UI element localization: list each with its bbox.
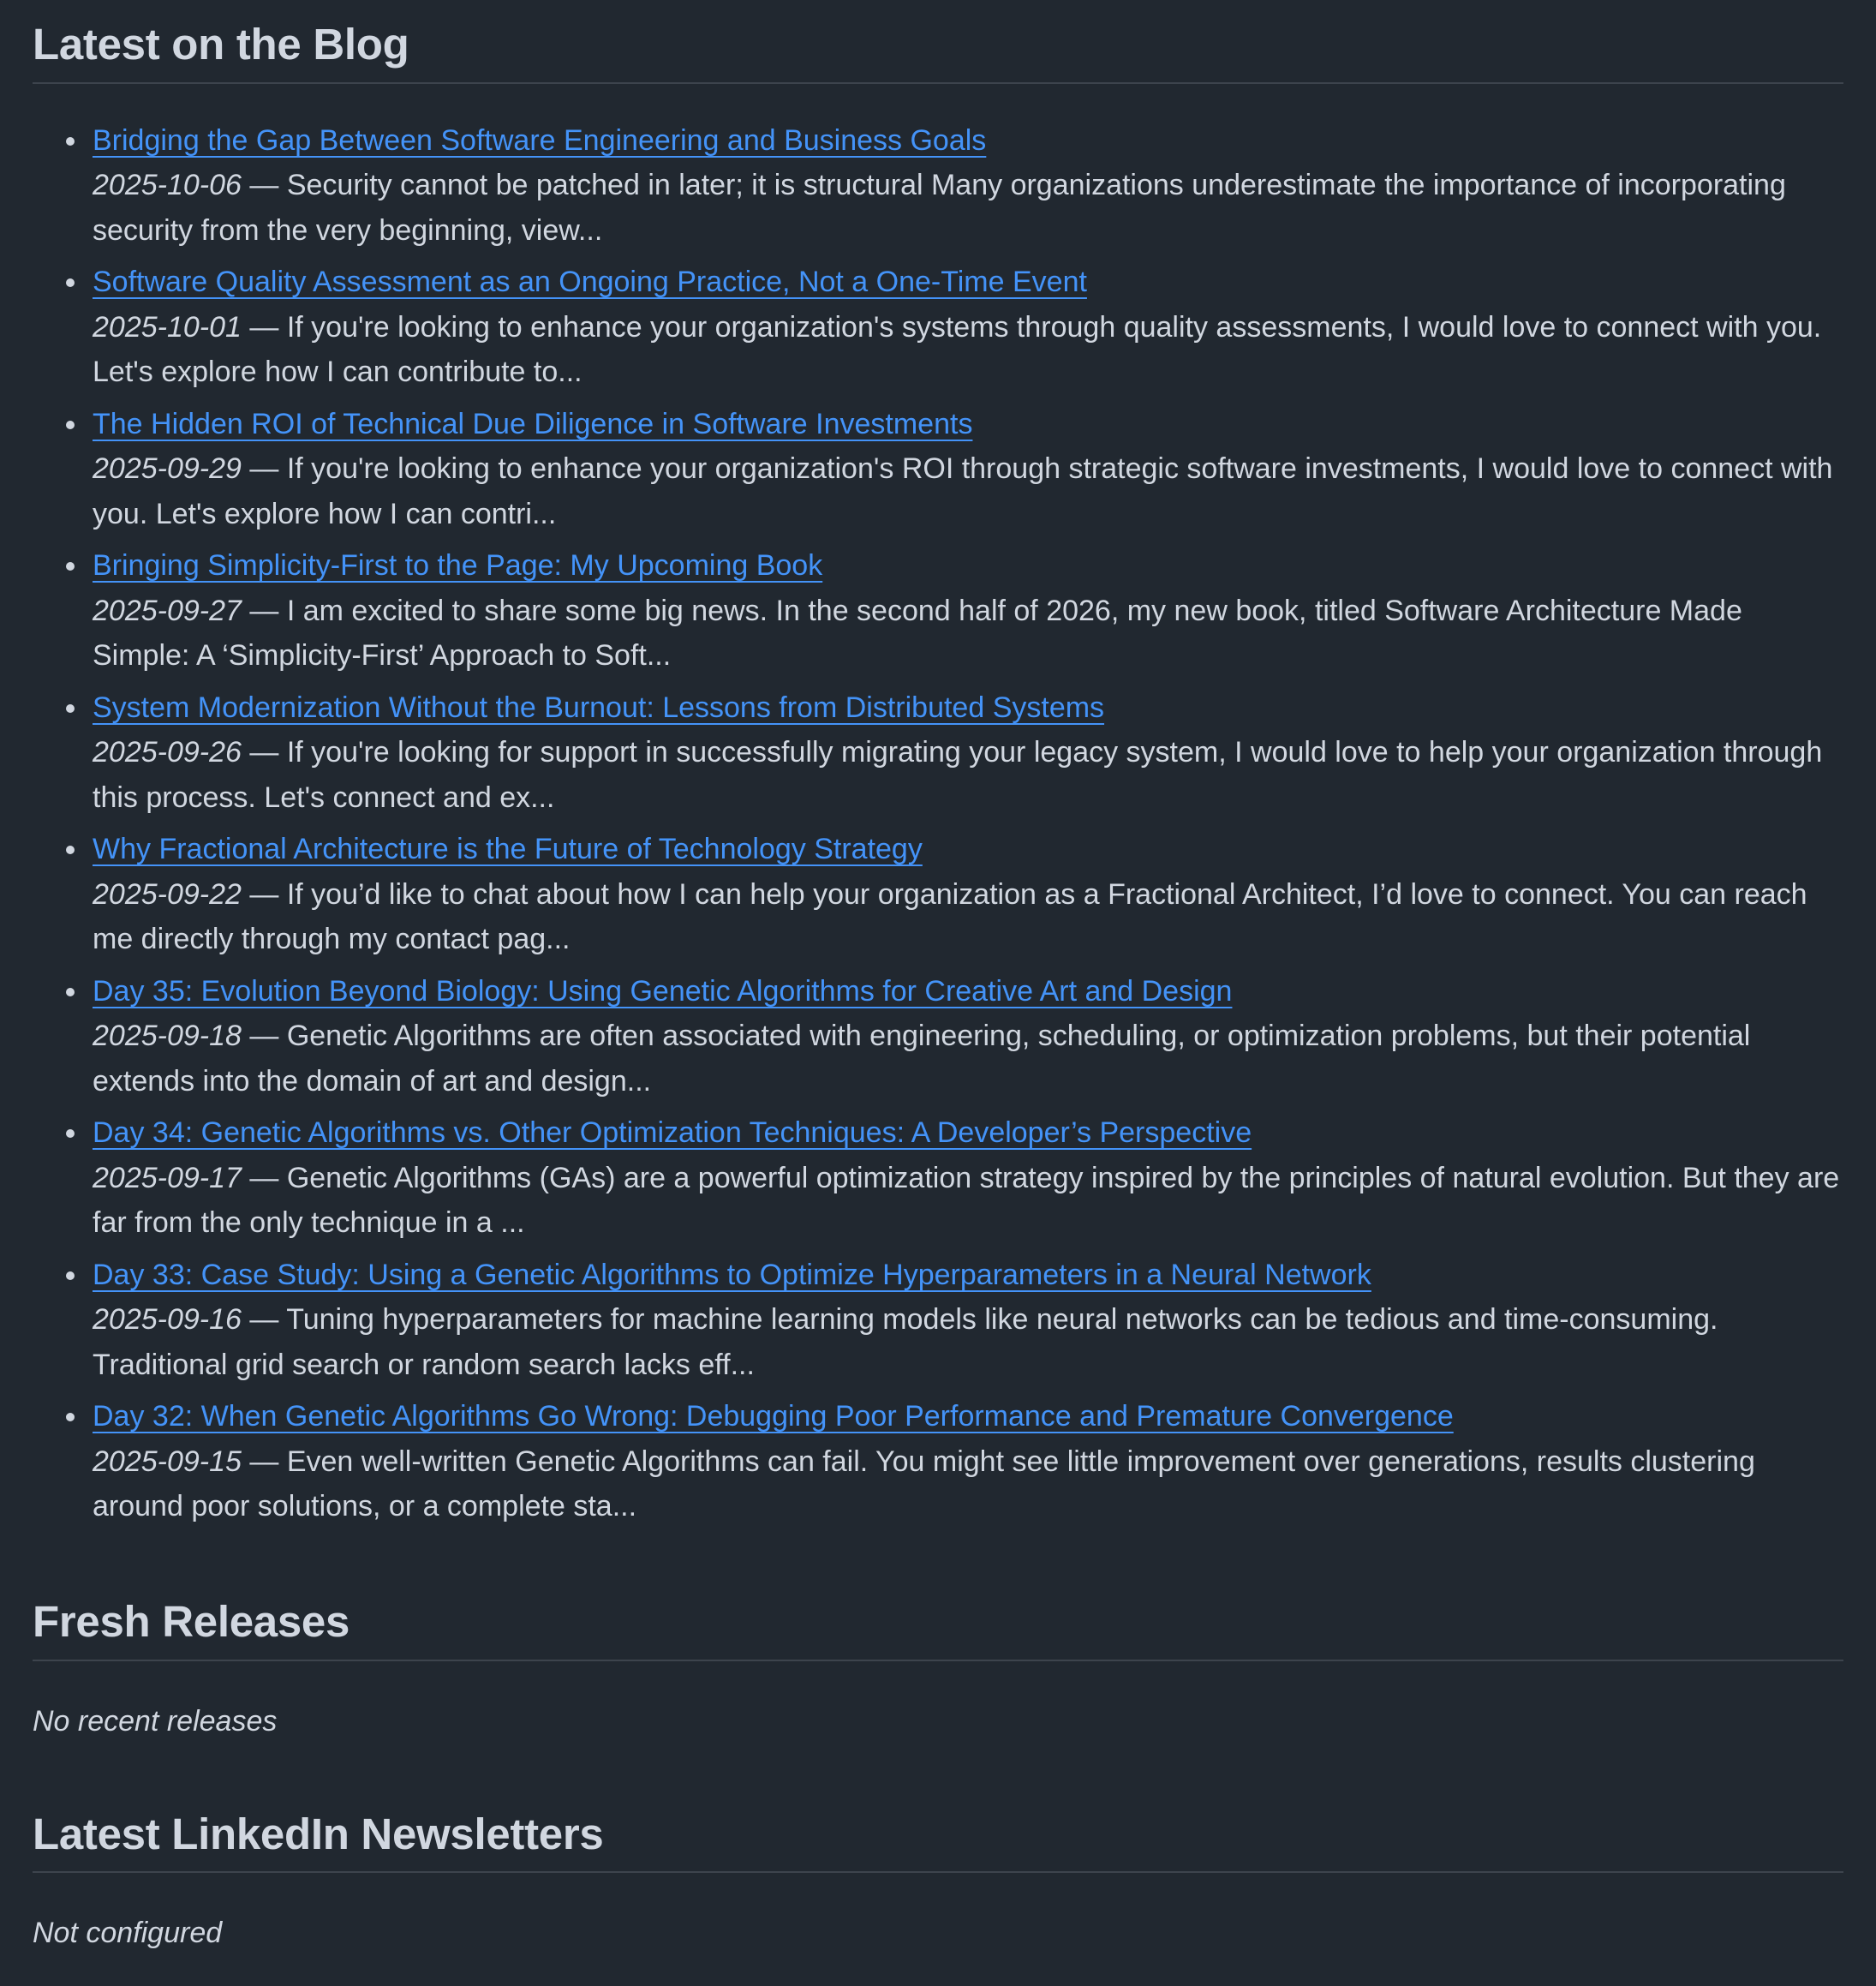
blog-post-date: 2025-09-26 [93, 736, 242, 769]
blog-post-separator: — [241, 1303, 287, 1337]
releases-section [33, 1582, 1843, 1744]
blog-post-date: 2025-09-18 [93, 1020, 242, 1053]
bullet-icon [66, 846, 75, 854]
blog-post-meta [93, 1439, 1843, 1529]
blog-post-summary: If you’d like to chat about how I can help your organization as a Fractional Architect, I’d love to connect. You can reach me directly through my contact pag... [93, 877, 1807, 956]
blog-heading: Latest on the Blog [33, 0, 1843, 84]
newsletters-heading: Latest LinkedIn Newsletters [33, 1795, 1843, 1874]
blog-post-link[interactable]: The Hidden ROI of Technical Due Diligence in Software Investments [93, 407, 973, 440]
blog-post-date: 2025-09-22 [93, 877, 242, 911]
blog-post-separator: — [241, 169, 287, 202]
blog-post-link[interactable]: Day 34: Genetic Algorithms vs. Other Optimization Techniques: A Developer’s Perspective [93, 1116, 1252, 1150]
blog-post-meta [93, 589, 1843, 679]
blog-post-link[interactable]: Bridging the Gap Between Software Engineering and Business Goals [93, 123, 987, 157]
blog-post-item [93, 1253, 1843, 1388]
bullet-icon [66, 704, 75, 713]
blog-post-item [93, 402, 1843, 537]
blog-post-separator: — [241, 594, 287, 627]
bullet-icon [66, 1271, 75, 1280]
blog-post-meta [93, 872, 1843, 962]
blog-post-meta [93, 730, 1843, 820]
blog-post-link[interactable]: System Modernization Without the Burnout: Lessons from Distributed Systems [93, 691, 1105, 724]
blog-post-meta [93, 1297, 1843, 1387]
blog-post-link[interactable]: Day 35: Evolution Beyond Biology: Using Genetic Algorithms for Creative Art and Design [93, 974, 1233, 1008]
blog-post-separator: — [241, 877, 287, 911]
blog-post-separator: — [241, 452, 287, 486]
blog-post-item [93, 969, 1843, 1104]
blog-post-summary: If you're looking to enhance your organization's systems through quality assessments, I would love to connect with you. Let's explore how I can contribute to... [93, 310, 1822, 389]
blog-post-link[interactable]: Day 33: Case Study: Using a Genetic Algorithms to Optimize Hyperparameters in a Neural Network [93, 1258, 1371, 1291]
blog-post-summary: If you're looking to enhance your organization's ROI through strategic software investments, I would love to connect with you. Let's explore how I can contri... [93, 452, 1833, 530]
blog-post-separator: — [241, 1161, 287, 1194]
blog-post-date: 2025-10-06 [93, 169, 242, 202]
blog-post-separator: — [241, 1020, 287, 1053]
bullet-icon [66, 1413, 75, 1421]
blog-post-summary: Security cannot be patched in later; it is structural Many organizations underestimate the importance of incorporating security from the very beginning, view... [93, 169, 1786, 247]
bullet-icon [66, 421, 75, 429]
blog-post-date: 2025-10-01 [93, 310, 242, 344]
blog-post-item [93, 260, 1843, 395]
blog-post-separator: — [241, 1445, 287, 1478]
blog-post-separator: — [241, 736, 287, 769]
bullet-icon [66, 562, 75, 571]
bullet-icon [66, 1129, 75, 1138]
blog-post-date: 2025-09-15 [93, 1445, 242, 1478]
blog-post-item [93, 543, 1843, 679]
blog-post-item [93, 118, 1843, 254]
newsletters-section [33, 1795, 1843, 1956]
blog-post-meta [93, 446, 1843, 536]
blog-post-link[interactable]: Software Quality Assessment as an Ongoing Practice, Not a One-Time Event [93, 266, 1087, 299]
blog-post-link[interactable]: Bringing Simplicity-First to the Page: My Upcoming Book [93, 549, 823, 583]
newsletters-empty-text: Not configured [33, 1917, 223, 1950]
blog-post-summary: Genetic Algorithms are often associated with engineering, scheduling, or optimization problems, but their potential extends into the domain of art and design... [93, 1020, 1751, 1098]
bullet-icon [66, 278, 75, 287]
blog-post-summary: Even well-written Genetic Algorithms can fail. You might see little improvement over generations, results clustering around poor solutions, or a complete sta... [93, 1445, 1755, 1523]
blog-section [33, 0, 1843, 1529]
blog-post-item [93, 827, 1843, 962]
blog-post-date: 2025-09-27 [93, 594, 242, 627]
blog-post-meta [93, 1014, 1843, 1104]
blog-post-meta [93, 1156, 1843, 1246]
blog-post-link[interactable]: Day 32: When Genetic Algorithms Go Wrong: Debugging Poor Performance and Premature Convergence [93, 1400, 1454, 1433]
blog-post-summary: Genetic Algorithms (GAs) are a powerful optimization strategy inspired by the principles of natural evolution. But they are far from the only technique in a ... [93, 1161, 1840, 1240]
blog-post-meta [93, 305, 1843, 395]
blog-post-separator: — [241, 310, 287, 344]
blog-post-date: 2025-09-29 [93, 452, 242, 486]
releases-empty-text: No recent releases [33, 1704, 278, 1738]
blog-post-summary: I am excited to share some big news. In the second half of 2026, my new book, titled Software Architecture Made Simple: A ‘Simplicity-First’ Approach to Soft... [93, 594, 1742, 673]
blog-post-link[interactable]: Why Fractional Architecture is the Future of Technology Strategy [93, 833, 923, 866]
releases-heading: Fresh Releases [33, 1582, 1843, 1661]
blog-post-item [93, 1394, 1843, 1529]
blog-post-summary: If you're looking for support in successfully migrating your legacy system, I would love to help your organization through this process. Let's connect and ex... [93, 736, 1823, 814]
bullet-icon [66, 988, 75, 996]
blog-post-date: 2025-09-17 [93, 1161, 242, 1194]
blog-post-summary: Tuning hyperparameters for machine learning models like neural networks can be tedious and time-consuming. Traditional grid search or random search lacks eff... [93, 1303, 1718, 1381]
blog-post-item [93, 1110, 1843, 1246]
blog-post-list [33, 118, 1843, 1529]
blog-post-date: 2025-09-16 [93, 1303, 242, 1337]
blog-post-item [93, 685, 1843, 821]
bullet-icon [66, 137, 75, 146]
blog-post-meta [93, 163, 1843, 253]
